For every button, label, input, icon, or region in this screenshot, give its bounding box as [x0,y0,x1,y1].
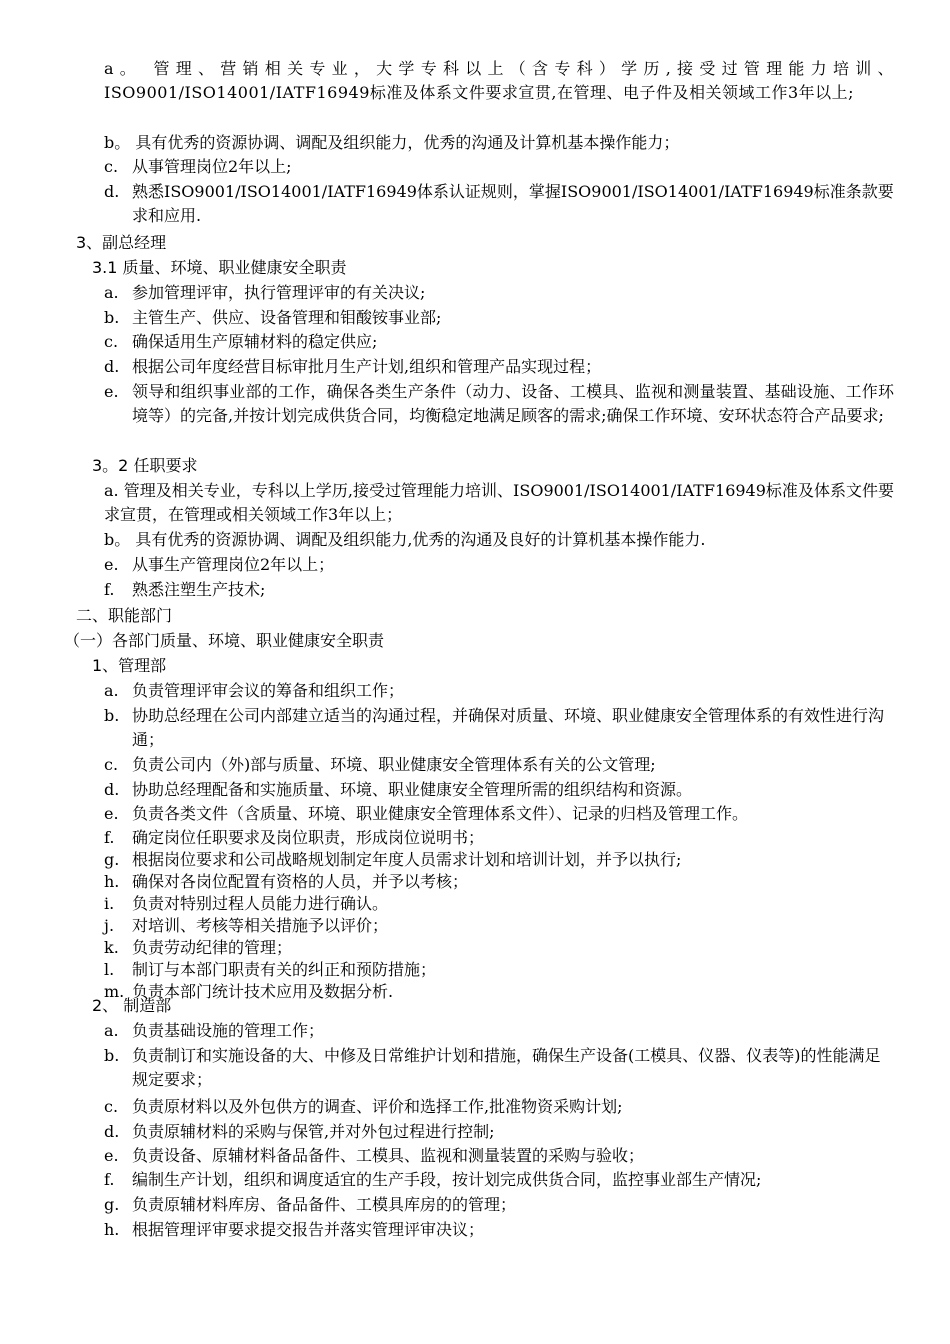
item-text: 根据公司年度经营目标审批月生产计划,组织和管理产品实现过程； [132,357,602,376]
item-text: 根据管理评审要求提交报告并落实管理评审决议； [132,1220,485,1239]
list-item [104,330,894,354]
subsection-heading-3-1: 3.1 质量、环境、职业健康安全职责 [92,258,347,277]
item-marker: a. [104,283,119,302]
req-item-d [104,180,894,228]
item-marker: j. [104,916,115,935]
item-text: 负责各类文件（含质量、环境、职业健康安全管理体系文件）、记录的归档及管理工作。 [132,804,749,823]
item-text: 负责基础设施的管理工作； [132,1021,325,1040]
item-marker: g. [104,850,120,869]
list-item [104,380,894,428]
item-text: 协助总经理配备和实施质量、环境、职业健康安全管理所需的组织结构和资源。 [132,780,693,799]
item-text: 从事生产管理岗位2年以上； [132,555,335,574]
list-item [104,306,894,330]
item-marker: e. [104,804,119,823]
item-text: 协助总经理在公司内部建立适当的沟通过程，并确保对质量、环境、职业健康安全管理体系的有效性进行沟通； [132,706,885,749]
list-item [104,1044,894,1092]
list-item [104,753,894,777]
item-marker: h. [104,872,120,891]
list-item [104,578,894,602]
req-item-b: b。 具有优秀的资源协调、调配及组织能力,优秀的沟通及良好的计算机基本操作能力. [104,530,706,549]
list-item [104,778,894,802]
list-item [104,355,894,379]
item-text: 领导和组织事业部的工作，确保各类生产条件（动力、设备、工模具、监视和测量装置、基础设施、工作环境等）的完备,并按计划完成供货合同，均衡稳定地满足顾客的需求;确保工作环境、安环状态符合产品要求; [132,382,894,425]
item-marker: e. [104,555,119,574]
item-marker: h. [104,1220,120,1239]
item-text: 负责劳动纪律的管理； [132,938,293,957]
req-item-b: b。 具有优秀的资源协调、调配及组织能力，优秀的沟通及计算机基本操作能力； [104,133,680,152]
item-marker: a. [104,1021,119,1040]
subsection-heading-3-2: 3。2 任职要求 [92,456,198,475]
item-text: 从事管理岗位2年以上; [132,157,292,176]
list-item [104,1019,894,1043]
item-text: 对培训、考核等相关措施予以评价； [132,916,389,935]
item-text: 负责原材料以及外包供方的调查、评价和选择工作,批准物资采购计划; [132,1097,623,1116]
item-text: 熟悉注塑生产技术; [132,580,266,599]
item-text: 确保适用生产原辅材料的稳定供应; [132,332,378,351]
req-item-a: a. 管理及相关专业，专科以上学历,接受过管理能力培训、ISO9001/ISO14001/IATF16949标准及体系文件要求宣贯，在管理或相关领域工作3年以上； [104,481,894,524]
item-marker: m. [104,982,125,1001]
section-heading-deputy-gm: 3、副总经理 [76,233,167,252]
item-marker: d. [104,357,120,376]
list-item [104,802,894,826]
item-marker: a. [104,681,119,700]
list-item [104,553,894,577]
req-item-a: a。 管理、营销相关专业，大学专科以上（含专科）学历,接受过管理能力培训、ISO9001/ISO14001/IATF16949标准及体系文件要求宣贯,在管理、电子件及相关领域工作3年以上; [104,59,894,102]
list-item [104,1218,894,1242]
item-marker: d. [104,780,120,799]
list-item [104,848,894,872]
item-marker: e. [104,1146,119,1165]
item-marker: d. [104,1122,120,1141]
item-marker: f. [104,1170,115,1189]
item-marker: b. [104,308,120,327]
list-item [104,704,894,752]
item-marker: b. [104,706,120,725]
item-marker: l. [104,960,115,979]
item-marker: i. [104,894,115,913]
item-text: 确保对各岗位配置有资格的人员，并予以考核； [132,872,469,891]
dept-heading-manufacturing: 2、 制造部 [92,996,172,1015]
item-text: 负责制订和实施设备的大、中修及日常维护计划和措施，确保生产设备(工模具、仪器、仪表等)的性能满足规定要求； [132,1046,881,1089]
item-text: 主管生产、供应、设备管理和钼酸铵事业部; [132,308,442,327]
item-text: 熟悉ISO9001/ISO14001/IATF16949体系认证规则，掌握ISO9001/ISO14001/IATF16949标准条款要求和应用. [132,182,894,225]
list-item [104,1120,894,1144]
item-text: 负责本部门统计技术应用及数据分析. [132,982,394,1001]
item-marker: f. [104,580,115,599]
item-text: 参加管理评审，执行管理评审的有关决议; [132,283,426,302]
item-text: 负责原辅材料的采购与保管,并对外包过程进行控制; [132,1122,495,1141]
item-text: 根据岗位要求和公司战略规划制定年度人员需求计划和培训计划，并予以执行; [132,850,682,869]
item-marker: c. [104,755,119,774]
item-marker: d. [104,182,120,201]
list-item [104,892,894,916]
list-item [104,980,894,1004]
list-item [104,826,894,850]
req-item-c [104,155,894,179]
list-item [104,679,894,703]
item-marker: c. [104,332,119,351]
item-text: 负责对特别过程人员能力进行确认。 [132,894,389,913]
item-text: 确定岗位任职要求及岗位职责，形成岗位说明书； [132,828,485,847]
item-text: 负责设备、原辅材料备品备件、工模具、监视和测量装置的采购与验收； [132,1146,645,1165]
dept-heading-admin: 1、管理部 [92,656,167,675]
item-text: 负责管理评审会议的筹备和组织工作； [132,681,405,700]
item-text: 负责原辅材料库房、备品备件、工模具库房的的管理； [132,1195,517,1214]
list-item [104,914,894,938]
subsection-heading-dept-duties: （一）各部门质量、环境、职业健康安全职责 [64,631,385,650]
item-marker: k. [104,938,119,957]
list-item [104,281,894,305]
item-marker: g. [104,1195,120,1214]
list-item [104,958,894,982]
list-item [104,1193,894,1217]
list-item [104,1144,894,1168]
item-marker: c. [104,157,119,176]
item-marker: b. [104,1046,120,1065]
item-marker: f. [104,828,115,847]
list-item [104,936,894,960]
item-text: 制订与本部门职责有关的纠正和预防措施； [132,960,437,979]
item-text: 负责公司内（外)部与质量、环境、职业健康安全管理体系有关的公文管理; [132,755,656,774]
item-marker: e. [104,382,119,401]
item-marker: c. [104,1097,119,1116]
list-item [104,1168,894,1192]
section-heading-functional-depts: 二、职能部门 [76,606,173,625]
list-item [104,870,894,894]
item-text: 编制生产计划，组织和调度适宜的生产手段，按计划完成供货合同，监控事业部生产情况; [132,1170,762,1189]
list-item [104,1095,894,1119]
